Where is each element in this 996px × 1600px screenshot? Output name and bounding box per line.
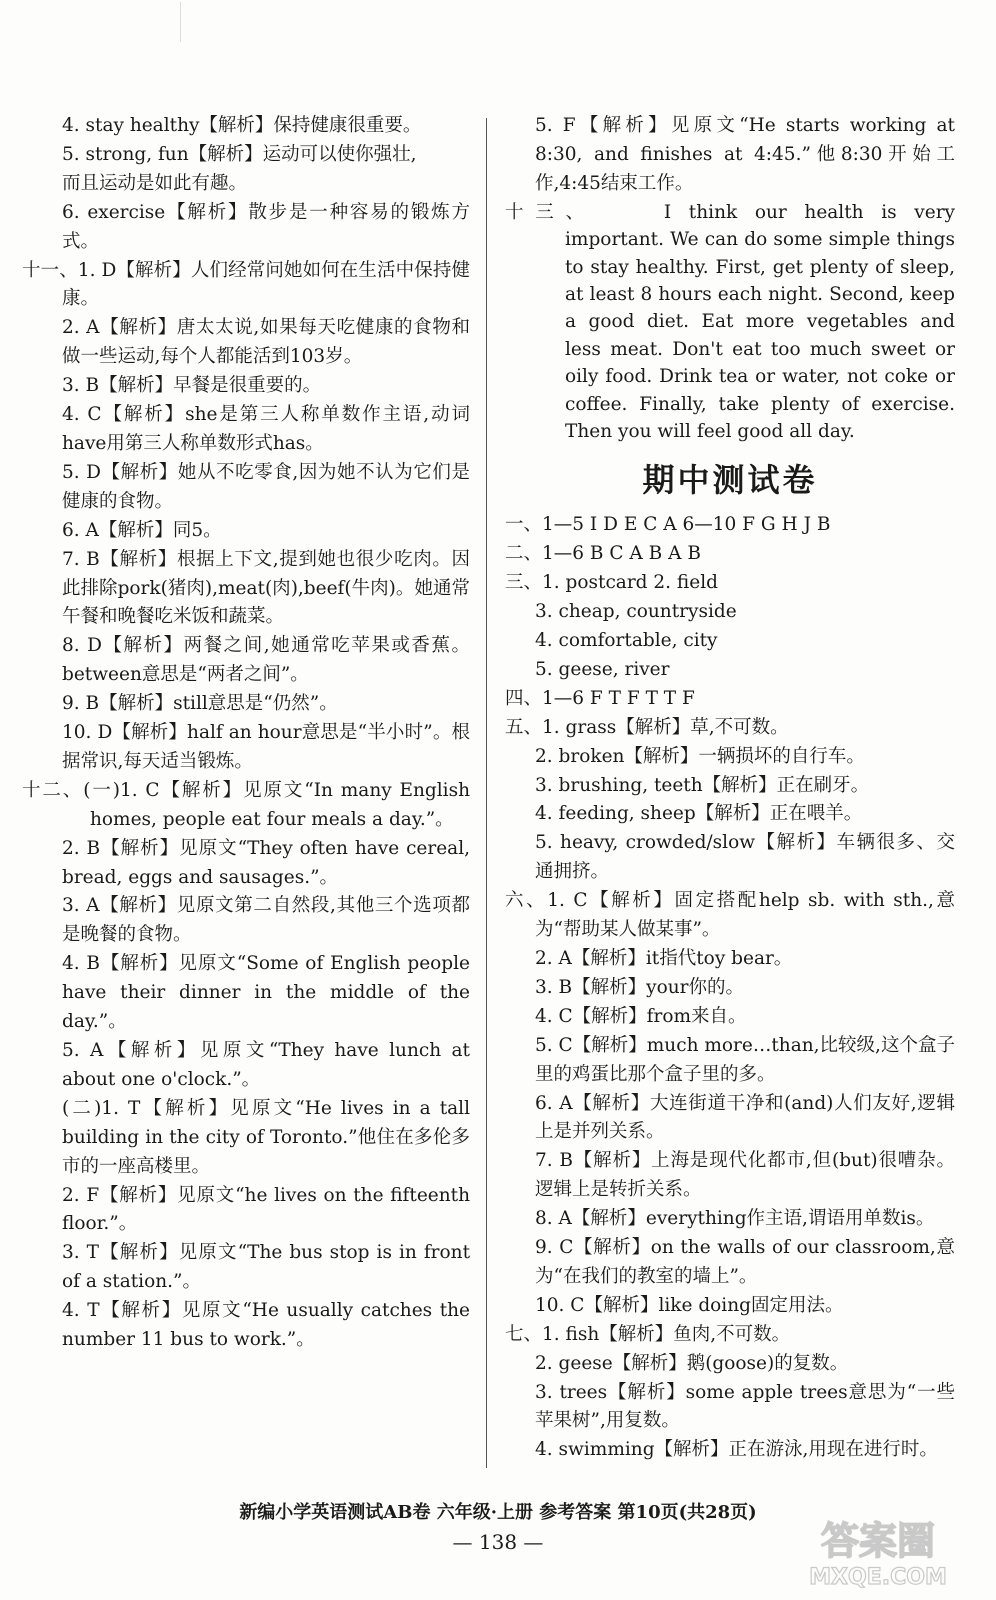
right-line: 5. geese, river bbox=[535, 658, 670, 680]
right-line: 4. comfortable, city bbox=[535, 630, 718, 651]
right-line: 七、1. fish【解析】鱼肉,不可数。 bbox=[505, 1323, 791, 1345]
right-line: 10. C【解析】like doing固定用法。 bbox=[535, 1294, 844, 1316]
scan-mark bbox=[180, 2, 181, 42]
right-line: 5. C【解析】much more…than,比较级,这个盒子里的鸡蛋比那个盒子里的多。 bbox=[535, 1034, 955, 1085]
column-divider bbox=[486, 118, 487, 1468]
essay-answer bbox=[505, 199, 955, 446]
right-line: 7. B【解析】上海是现代化都市,但(but)很嘈杂。逻辑上是转折关系。 bbox=[535, 1150, 955, 1201]
left-line: 6. A【解析】同5。 bbox=[62, 519, 222, 541]
left-line: (二)1. T【解析】见原文“He lives in a tall building in the city of Toronto.”他住在多伦多市的一座高楼里。 bbox=[62, 1097, 470, 1177]
footer-page-number: — 138 — bbox=[452, 1530, 544, 1554]
right-line: 4. swimming【解析】正在游泳,用现在进行时。 bbox=[535, 1439, 938, 1461]
left-line: 5. A【解析】见原文“They have lunch at about one o'clock.”。 bbox=[62, 1040, 470, 1090]
right-line: 二、1—6 B C A B A B bbox=[505, 543, 701, 565]
left-line: 3. B【解析】早餐是很重要的。 bbox=[62, 375, 322, 397]
left-line: 4. C【解析】she是第三人称单数作主语,动词have用第三人称单数形式has。 bbox=[62, 404, 470, 454]
left-line: 4. stay healthy【解析】保持健康很重要。 bbox=[62, 115, 422, 136]
section-heading: 期中测试卷 bbox=[642, 461, 818, 500]
left-line: 3. A【解析】见原文第二自然段,其他三个选项都是晚餐的食物。 bbox=[62, 895, 470, 946]
essay-text: I think our health is very important. We can do some simple things to stay healthy. First, get plenty of sleep, at least 8 hours each night. Second, keep a good diet. Eat more vegetables and less meat. Don't eat too much sweet or oily food. Drink tea or water, not coke or coffee. Finally, take plenty of exercise. Then you will feel good all day. bbox=[565, 201, 955, 442]
right-line: 三、1. postcard 2. field bbox=[505, 572, 718, 594]
right-line: 2. A【解析】it指代toy bear。 bbox=[535, 947, 793, 969]
left-line: 3. T【解析】见原文“The bus stop is in front of a station.”。 bbox=[62, 1242, 470, 1293]
right-line: 3. B【解析】your你的。 bbox=[535, 976, 744, 998]
right-top-answers bbox=[505, 112, 955, 199]
left-line: 2. F【解析】见原文“he lives on the fifteenth floor.”。 bbox=[62, 1184, 470, 1235]
left-line: 5. D【解析】她从不吃零食,因为她不认为它们是健康的食物。 bbox=[62, 461, 470, 512]
right-column bbox=[505, 112, 955, 1465]
left-line: 十一、1. D【解析】人们经常问她如何在生活中保持健康。 bbox=[22, 259, 470, 310]
left-line: 10. D【解析】half an hour意思是“半小时”。根据常识,每天适当锻炼。 bbox=[62, 722, 470, 772]
right-line: 3. brushing, teeth【解析】正在刷牙。 bbox=[535, 774, 870, 796]
left-line: 5. strong, fun【解析】运动可以使你强壮, bbox=[62, 143, 417, 165]
right-top-line: 5. F【解析】见原文“He starts working at 8:30, and finishes at 4:45.”他8:30开始工作,4:45结束工作。 bbox=[535, 115, 955, 194]
footer-book-info: 新编小学英语测试AB卷 六年级·上册 参考答案 第10页(共28页) bbox=[239, 1502, 757, 1523]
right-line: 5. heavy, crowded/slow【解析】车辆很多、交通拥挤。 bbox=[535, 832, 955, 883]
left-line: 8. D【解析】两餐之间,她通常吃苹果或香蕉。between意思是“两者之间”。 bbox=[62, 635, 470, 686]
left-line: 7. B【解析】根据上下文,提到她也很少吃肉。因此排除pork(猪肉),meat(肉),beef(牛肉)。她通常午餐和晚餐吃米饭和蔬菜。 bbox=[62, 548, 470, 628]
left-line: 而且运动是如此有趣。 bbox=[62, 172, 248, 194]
right-line: 3. trees【解析】some apple trees意思为“一些苹果树”,用复数。 bbox=[535, 1381, 955, 1432]
right-line: 9. C【解析】on the walls of our classroom,意为“在我们的教室的墙上”。 bbox=[535, 1237, 955, 1287]
midterm-answers bbox=[505, 511, 955, 1465]
svg-text:答案圈: 答案圈 bbox=[820, 1519, 936, 1563]
left-line: 9. B【解析】still意思是“仍然”。 bbox=[62, 693, 338, 715]
right-line: 8. A【解析】everything作主语,谓语用单数is。 bbox=[535, 1208, 935, 1230]
left-line: 2. A【解析】唐太太说,如果每天吃健康的食物和做一些运动,每个人都能活到103岁。 bbox=[62, 317, 470, 368]
right-line: 6. A【解析】大连街道干净和(and)人们友好,逻辑上是并列关系。 bbox=[535, 1092, 955, 1143]
right-line: 4. C【解析】from来自。 bbox=[535, 1005, 747, 1027]
left-line: 十二、(一)1. C【解析】见原文“In many English homes, people eat four meals a day.”。 bbox=[22, 779, 470, 830]
left-line: 2. B【解析】见原文“They often have cereal, bread, eggs and sausages.”。 bbox=[62, 837, 470, 888]
svg-text:MXQE.COM: MXQE.COM bbox=[809, 1565, 947, 1590]
essay-label: 十三、 bbox=[505, 201, 596, 223]
right-line: 3. cheap, countryside bbox=[535, 601, 737, 623]
right-line: 一、1—5 I D E C A 6—10 F G H J B bbox=[505, 514, 831, 536]
right-line: 2. geese【解析】鹅(goose)的复数。 bbox=[535, 1352, 849, 1374]
left-line: 4. T【解析】见原文“He usually catches the number 11 bus to work.”。 bbox=[62, 1300, 470, 1351]
right-line: 4. feeding, sheep【解析】正在喂羊。 bbox=[535, 803, 863, 825]
left-line: 4. B【解析】见原文“Some of English people have their dinner in the middle of the day.”。 bbox=[62, 953, 470, 1033]
right-line: 六、1. C【解析】固定搭配help sb. with sth.,意为“帮助某人做某事”。 bbox=[505, 890, 955, 941]
left-column bbox=[22, 112, 470, 1355]
right-line: 2. broken【解析】一辆损坏的自行车。 bbox=[535, 745, 865, 767]
left-line: 6. exercise【解析】散步是一种容易的锻炼方式。 bbox=[62, 201, 470, 252]
right-line: 四、1—6 F T F T T F bbox=[505, 687, 695, 709]
right-line: 五、1. grass【解析】草,不可数。 bbox=[505, 716, 789, 738]
watermark-logo bbox=[778, 1512, 978, 1592]
